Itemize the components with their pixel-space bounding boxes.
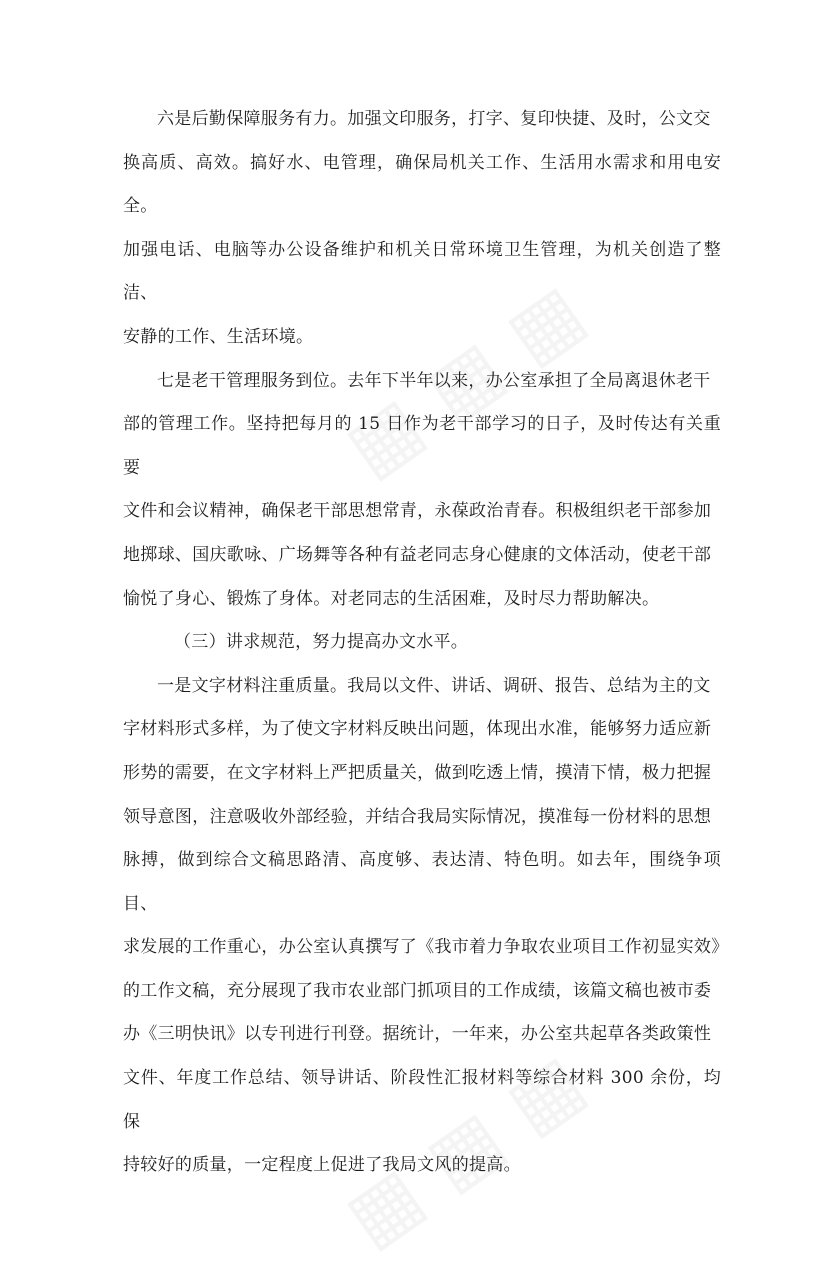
text-line: 文件、年度工作总结、领导讲话、阶段性汇报材料等综合材料 300 余份，均保 (123, 1068, 721, 1132)
text-line: 脉搏，做到综合文稿思路清、高度够、表达清、特色明。如去年，围绕争项目、 (123, 850, 721, 914)
text-line: 愉悦了身心、锻炼了身体。对老同志的生活困难，及时尽力帮助解决。 (123, 588, 660, 609)
text-line: 的工作文稿，充分展现了我市农业部门抓项目的工作成绩，该篇文稿也被市委 (123, 980, 712, 1001)
paragraph-logistics (123, 98, 721, 360)
text-line: 形势的需要，在文字材料上严把质量关，做到吃透上情，摸清下情，极力把握 (123, 762, 712, 783)
text-line: 加强电话、电脑等办公设备维护和机关日常环境卫生管理，为机关创造了整洁、 (123, 239, 721, 304)
document-body (123, 98, 729, 1188)
text-line: 持较好的质量，一定程度上促进了我局文风的提高。 (123, 1155, 521, 1176)
text-line: 换高质、高效。搞好水、电管理，确保局机关工作、生活用水需求和用电安全。 (123, 152, 721, 217)
text-line: 求发展的工作重心，办公室认真撰写了《我市着力争取农业项目工作初显实效》 (123, 937, 729, 958)
text-line: 一是文字材料注重质量。我局以文件、讲话、调研、报告、总结为主的文 (157, 675, 711, 696)
text-line: 六是后勤保障服务有力。加强文印服务，打字、复印快捷、及时，公文交 (157, 109, 711, 129)
text-line: 字材料形式多样，为了使文字材料反映出问题，体现出水准，能够努力适应新 (123, 719, 712, 740)
text-line: 文件和会议精神，确保老干部思想常青，永葆政治青春。积极组织老干部参加 (123, 501, 712, 522)
paragraph-retirees (123, 360, 721, 622)
text-line: 领导意图，注意吸收外部经验，并结合我局实际情况，摸准每一份材料的思想 (123, 806, 712, 827)
text-line: 办《三明快讯》以专刊进行刊登。据统计，一年来，办公室共起草各类政策性 (123, 1024, 712, 1045)
section-heading: （三）讲求规范，努力提高办文水平。 (174, 632, 469, 653)
text-line: 部的管理工作。坚持把每月的 15 日作为老干部学习的日子，及时传达有关重要 (123, 414, 721, 478)
text-line: 安静的工作、生活环境。 (123, 326, 314, 347)
paragraph-writing-quality (123, 665, 729, 1188)
text-line: 地掷球、国庆歌咏、广场舞等各种有益老同志身心健康的文体活动，使老干部 (123, 544, 712, 565)
text-line: 七是老干管理服务到位。去年下半年以来，办公室承担了全局离退休老干 (157, 370, 711, 391)
